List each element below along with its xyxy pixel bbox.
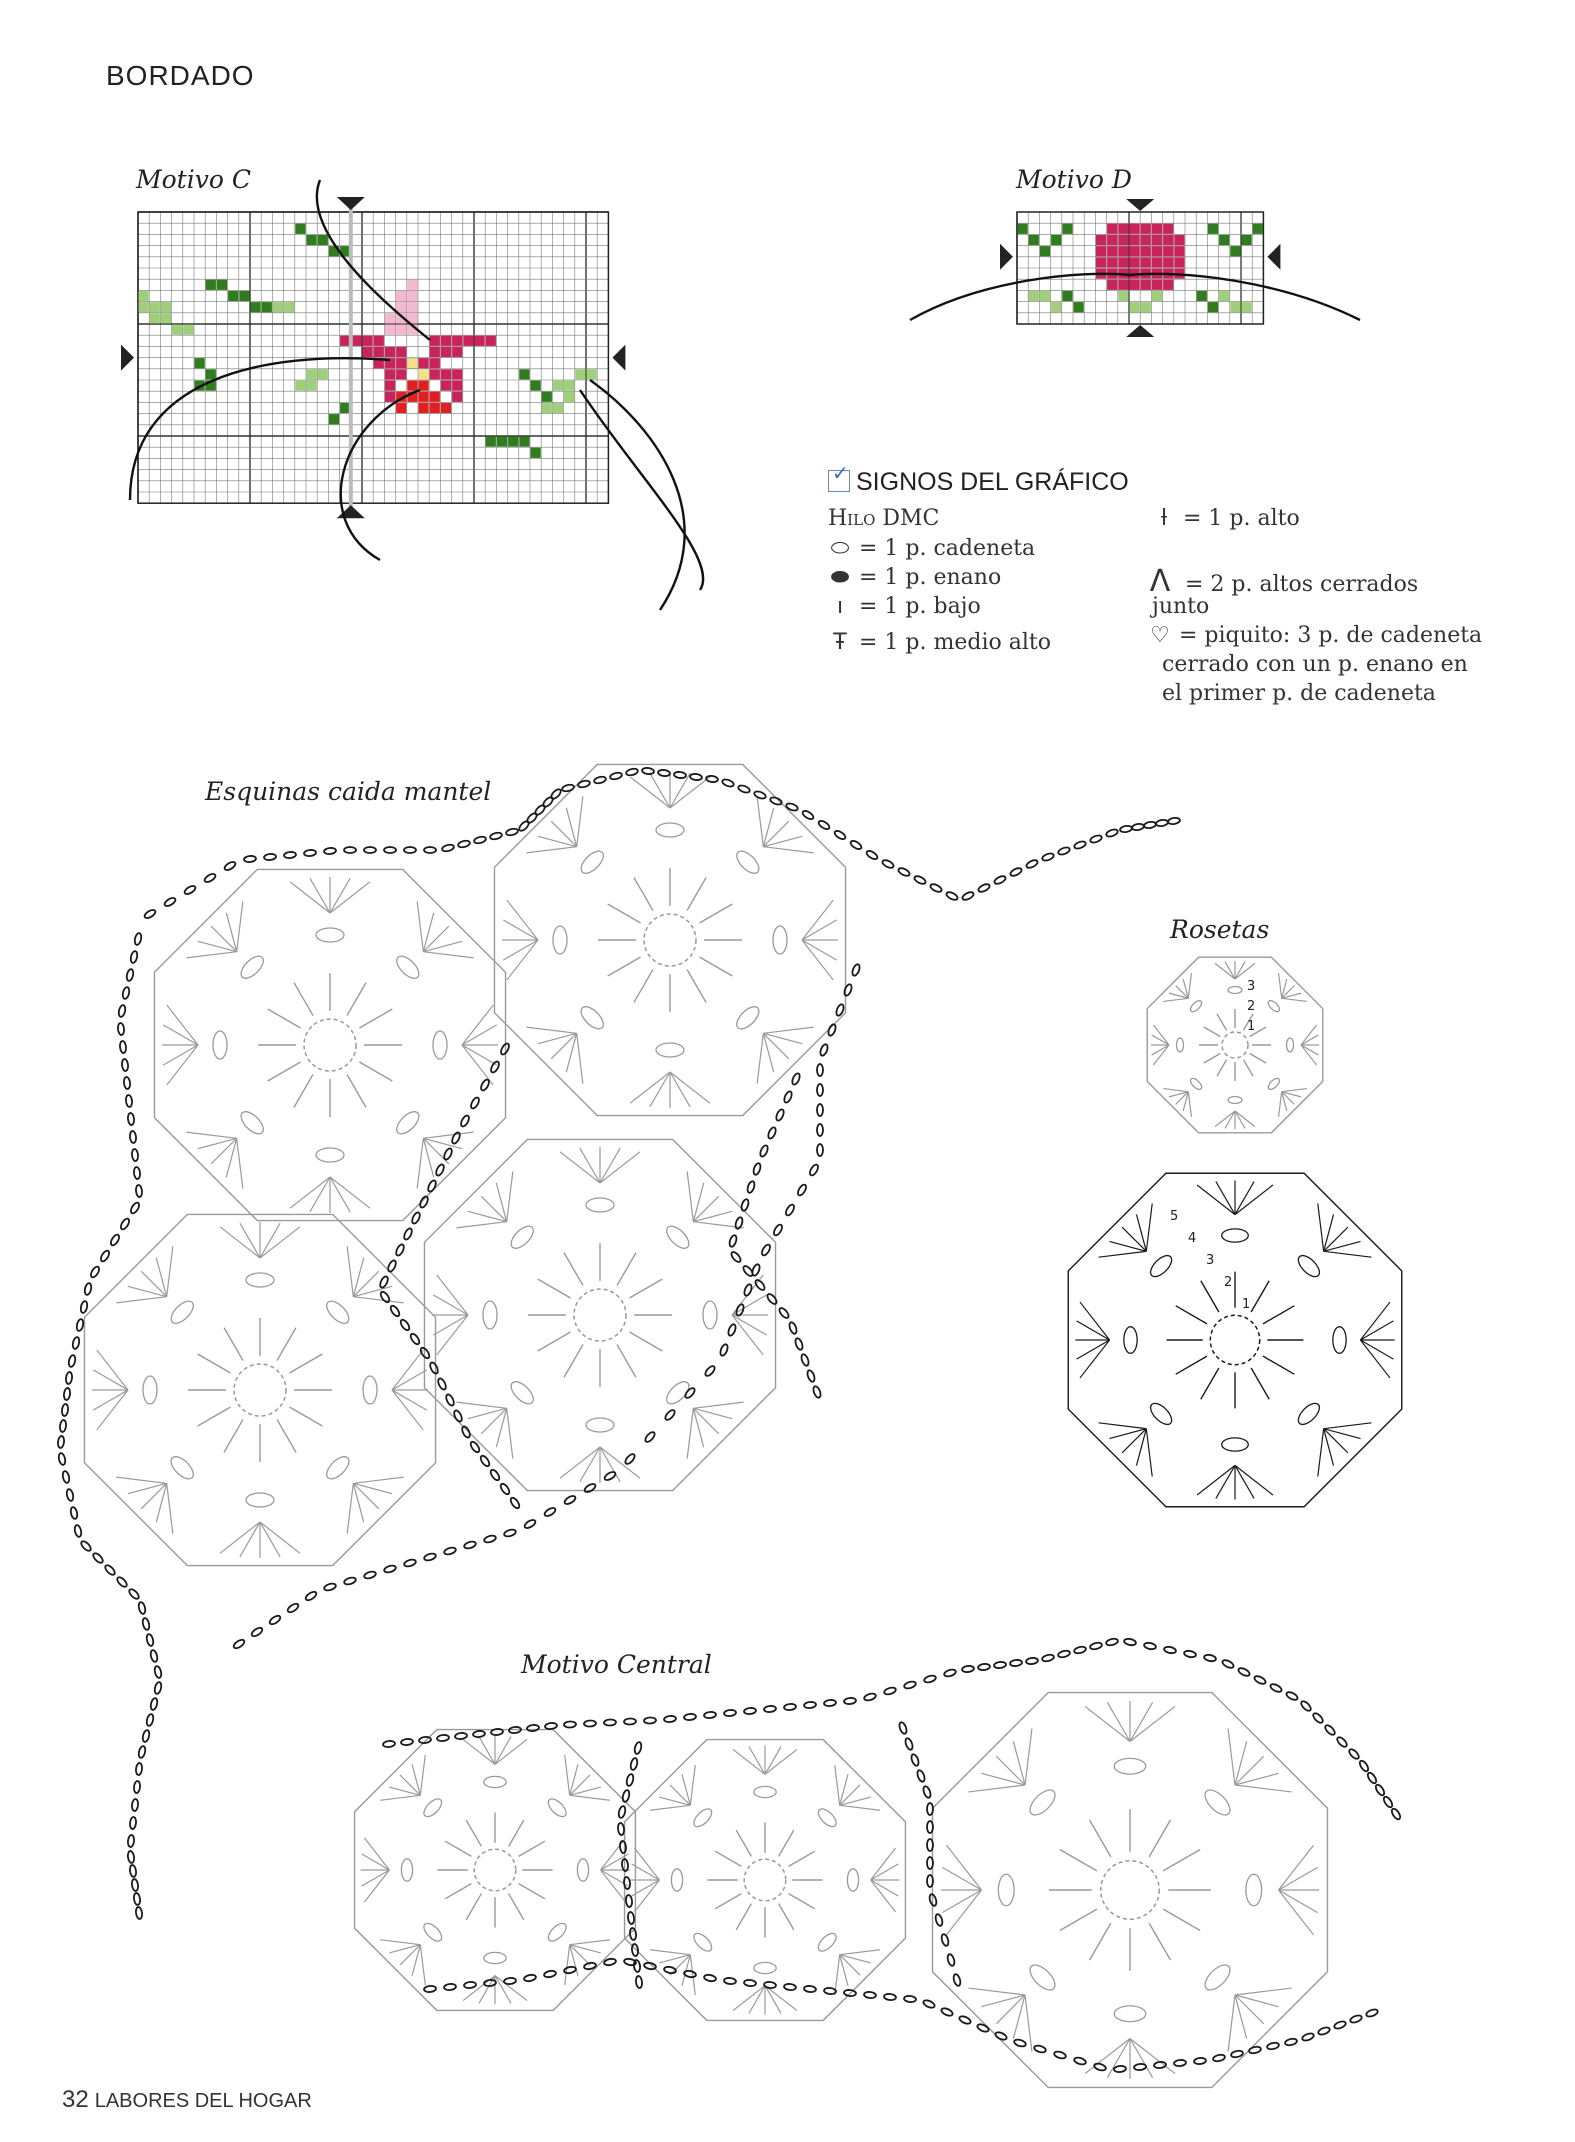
motif-c-label: Motivo C bbox=[136, 165, 251, 194]
flower-stitch bbox=[452, 369, 462, 379]
leaf-stitch bbox=[307, 381, 317, 391]
page-number: 32 bbox=[62, 2086, 89, 2113]
leaf-stitch bbox=[519, 437, 529, 447]
leaf-stitch bbox=[1130, 302, 1140, 312]
corner-medallion bbox=[84, 1214, 435, 1565]
leaf-stitch bbox=[1219, 291, 1229, 301]
small-rosette bbox=[1147, 957, 1323, 1133]
rosettes-label: Rosetas bbox=[1170, 915, 1270, 944]
petal-stitch bbox=[430, 403, 440, 413]
center-marker bbox=[121, 345, 134, 371]
leaf-stitch bbox=[1219, 235, 1229, 245]
flower-stitch bbox=[1096, 246, 1106, 256]
leaf-stitch bbox=[587, 369, 597, 379]
leaf-stitch bbox=[1074, 302, 1084, 312]
round-number: 3 bbox=[1247, 979, 1256, 994]
legend-title: SIGNOS DEL GRÁFICO bbox=[856, 468, 1129, 496]
leaf-stitch bbox=[139, 291, 149, 301]
flower-stitch bbox=[374, 336, 384, 346]
motif-c-grid bbox=[121, 180, 703, 610]
flower-stitch bbox=[351, 336, 361, 346]
flower-stitch bbox=[452, 336, 462, 346]
leaf-stitch bbox=[161, 302, 171, 312]
thread-brand: DMC bbox=[882, 506, 940, 531]
central-label: Motivo Central bbox=[521, 1650, 712, 1679]
flower-stitch bbox=[441, 381, 451, 391]
flower-stitch bbox=[463, 336, 473, 346]
thread-prefix: Hilo bbox=[828, 506, 876, 531]
center-stitch bbox=[419, 369, 429, 379]
leaf-stitch bbox=[172, 325, 182, 335]
petal-stitch bbox=[419, 392, 429, 402]
flower-stitch bbox=[1163, 280, 1173, 290]
leaf-stitch bbox=[217, 280, 227, 290]
legend-item-single: ı = 1 p. bajo bbox=[828, 594, 981, 619]
half-double-icon: Ŧ bbox=[833, 630, 847, 655]
leaf-stitch bbox=[262, 302, 272, 312]
leaf-stitch bbox=[531, 448, 541, 458]
leaf-stitch bbox=[1118, 291, 1128, 301]
flower-stitch bbox=[385, 392, 395, 402]
flower-stitch bbox=[441, 347, 451, 357]
round-number: 3 bbox=[1206, 1253, 1215, 1268]
flower-stitch bbox=[1107, 280, 1117, 290]
leaf-stitch bbox=[150, 313, 160, 323]
leaf-stitch bbox=[508, 437, 518, 447]
leaf-stitch bbox=[1062, 291, 1072, 301]
leaf-stitch bbox=[195, 358, 205, 368]
flower-stitch bbox=[430, 347, 440, 357]
flower-stitch bbox=[1096, 257, 1106, 267]
legend-item-double: ƚ = 1 p. alto bbox=[1152, 506, 1300, 531]
petal-stitch bbox=[407, 381, 417, 391]
leaf-stitch bbox=[553, 381, 563, 391]
leaf-stitch bbox=[1018, 224, 1028, 234]
round-number: 1 bbox=[1242, 1297, 1251, 1312]
flower-stitch bbox=[430, 358, 440, 368]
double-crochet-icon: ƚ bbox=[1160, 506, 1168, 531]
center-marker bbox=[1126, 199, 1154, 211]
stitch-legend: ✓ SIGNOS DEL GRÁFICO Hilo DMC ⬭ = 1 p. cadeneta ⬬ = 1 p. enano ı = 1 p. bajo Ŧ = 1 p. medio alto ƚ = 1 p. alto Ʌ = 2 p. altos cerrados junto ♡ = piquito: 3 p. de cadeneta cerrado con un p. enano en el primer p. de cadeneta bbox=[828, 461, 1483, 706]
flower-stitch bbox=[419, 358, 429, 368]
flower-stitch bbox=[1107, 235, 1117, 245]
stem-line bbox=[580, 390, 703, 590]
rosette-diagram bbox=[1068, 957, 1402, 1507]
flower-stitch bbox=[363, 347, 373, 357]
leaf-stitch bbox=[295, 381, 305, 391]
leaf-stitch bbox=[329, 414, 339, 424]
leaf-stitch bbox=[497, 437, 507, 447]
bud-stitch bbox=[407, 291, 417, 301]
motif-d-grid bbox=[910, 199, 1360, 337]
leaf-stitch bbox=[575, 369, 585, 379]
corner-edge bbox=[57, 932, 162, 1919]
leaf-stitch bbox=[284, 302, 294, 312]
central-medallion bbox=[625, 1740, 906, 2021]
petal-stitch bbox=[419, 403, 429, 413]
flower-stitch bbox=[1130, 224, 1140, 234]
dc2tog-icon: Ʌ bbox=[1149, 564, 1171, 599]
leaf-stitch bbox=[251, 302, 261, 312]
leaf-stitch bbox=[206, 280, 216, 290]
central-edge bbox=[424, 1958, 1379, 2073]
leaf-stitch bbox=[564, 392, 574, 402]
round-number: 1 bbox=[1247, 1019, 1256, 1034]
flower-stitch bbox=[1118, 224, 1128, 234]
flower-stitch bbox=[1152, 280, 1162, 290]
petal-stitch bbox=[430, 392, 440, 402]
picot-icon: ♡ bbox=[1150, 623, 1170, 648]
corner-join bbox=[379, 1042, 521, 1509]
leaf-stitch bbox=[1208, 302, 1218, 312]
round-number: 4 bbox=[1188, 1231, 1197, 1246]
center-marker bbox=[612, 345, 625, 371]
leaf-stitch bbox=[150, 302, 160, 312]
large-rosette bbox=[1068, 1173, 1402, 1507]
stem-line bbox=[590, 380, 685, 610]
flower-stitch bbox=[441, 336, 451, 346]
leaf-stitch bbox=[542, 403, 552, 413]
flower-stitch bbox=[385, 369, 395, 379]
flower-stitch bbox=[396, 358, 406, 368]
flower-stitch bbox=[1163, 246, 1173, 256]
petal-stitch bbox=[419, 381, 429, 391]
flower-stitch bbox=[1096, 235, 1106, 245]
legend-item-slip: ⬬ = 1 p. enano bbox=[828, 565, 1001, 590]
flower-stitch bbox=[430, 369, 440, 379]
bud-stitch bbox=[407, 302, 417, 312]
flower-stitch bbox=[1130, 280, 1140, 290]
petal-stitch bbox=[441, 403, 451, 413]
central-join bbox=[898, 1721, 962, 1986]
legend-item-half-double: Ŧ = 1 p. medio alto bbox=[828, 630, 1051, 655]
leaf-stitch bbox=[340, 403, 350, 413]
leaf-stitch bbox=[206, 369, 216, 379]
flower-stitch bbox=[475, 336, 485, 346]
flower-stitch bbox=[1141, 257, 1151, 267]
leaf-stitch bbox=[161, 313, 171, 323]
flower-stitch bbox=[1130, 246, 1140, 256]
flower-stitch bbox=[1130, 257, 1140, 267]
flower-stitch bbox=[363, 336, 373, 346]
flower-stitch bbox=[452, 381, 462, 391]
flower-stitch bbox=[1141, 280, 1151, 290]
central-join bbox=[617, 1741, 642, 1988]
slip-stitch-icon: ⬬ bbox=[830, 565, 850, 590]
legend-item-picot: ♡ = piquito: 3 p. de cadeneta bbox=[1148, 623, 1482, 648]
center-stitch bbox=[407, 358, 417, 368]
bud-stitch bbox=[396, 302, 406, 312]
flower-stitch bbox=[1107, 246, 1117, 256]
flower-stitch bbox=[1163, 235, 1173, 245]
corner-diagram bbox=[57, 764, 1180, 1919]
flower-stitch bbox=[1107, 257, 1117, 267]
leaf-stitch bbox=[564, 381, 574, 391]
leaf-stitch bbox=[1062, 224, 1072, 234]
corner-medallion bbox=[154, 869, 505, 1220]
flower-stitch bbox=[385, 381, 395, 391]
leaf-stitch bbox=[139, 302, 149, 312]
leaf-stitch bbox=[1029, 291, 1039, 301]
flower-stitch bbox=[1118, 235, 1128, 245]
center-marker bbox=[1000, 244, 1013, 270]
flower-stitch bbox=[452, 347, 462, 357]
bud-stitch bbox=[407, 280, 417, 290]
flower-stitch bbox=[430, 336, 440, 346]
leaf-stitch bbox=[228, 291, 238, 301]
leaf-stitch bbox=[1230, 246, 1240, 256]
motif-d-label: Motivo D bbox=[1016, 165, 1132, 194]
central-medallion bbox=[933, 1693, 1328, 2088]
leaf-stitch bbox=[307, 369, 317, 379]
leaf-stitch bbox=[542, 392, 552, 402]
leaf-stitch bbox=[1051, 302, 1061, 312]
leaf-stitch bbox=[1242, 235, 1252, 245]
leaf-stitch bbox=[295, 224, 305, 234]
bud-stitch bbox=[385, 313, 395, 323]
flower-stitch bbox=[1163, 257, 1173, 267]
flower-stitch bbox=[1141, 235, 1151, 245]
central-diagram bbox=[355, 1638, 1402, 2088]
page-footer bbox=[62, 2086, 312, 2114]
round-number: 5 bbox=[1170, 1209, 1179, 1224]
flower-stitch bbox=[1130, 235, 1140, 245]
leaf-stitch bbox=[531, 381, 541, 391]
leaf-stitch bbox=[519, 369, 529, 379]
flower-stitch bbox=[396, 369, 406, 379]
leaf-stitch bbox=[1197, 291, 1207, 301]
flower-stitch bbox=[1141, 224, 1151, 234]
flower-stitch bbox=[1118, 246, 1128, 256]
flower-stitch bbox=[374, 347, 384, 357]
flower-stitch bbox=[1152, 224, 1162, 234]
flower-stitch bbox=[340, 336, 350, 346]
single-crochet-icon: ı bbox=[836, 594, 844, 619]
leaf-stitch bbox=[1208, 224, 1218, 234]
flower-stitch bbox=[486, 336, 496, 346]
leaf-stitch bbox=[1230, 302, 1240, 312]
flower-stitch bbox=[1174, 246, 1184, 256]
flower-stitch bbox=[1107, 224, 1117, 234]
flower-stitch bbox=[1118, 257, 1128, 267]
flower-stitch bbox=[1152, 235, 1162, 245]
flower-stitch bbox=[1174, 235, 1184, 245]
center-marker bbox=[1126, 325, 1154, 337]
leaf-stitch bbox=[1152, 291, 1162, 301]
corner-medallion bbox=[494, 764, 845, 1115]
center-marker bbox=[1267, 244, 1280, 270]
flower-stitch bbox=[441, 369, 451, 379]
flower-stitch bbox=[1152, 257, 1162, 267]
leaf-stitch bbox=[1040, 291, 1050, 301]
leaf-stitch bbox=[553, 403, 563, 413]
flower-stitch bbox=[452, 392, 462, 402]
leaf-stitch bbox=[1141, 302, 1151, 312]
leaf-stitch bbox=[1051, 235, 1061, 245]
flower-stitch bbox=[396, 347, 406, 357]
round-number: 2 bbox=[1247, 999, 1256, 1014]
bud-stitch bbox=[385, 325, 395, 335]
leaf-stitch bbox=[1040, 246, 1050, 256]
round-number: 2 bbox=[1224, 1275, 1233, 1290]
flower-stitch bbox=[1141, 246, 1151, 256]
bud-stitch bbox=[396, 291, 406, 301]
legend-item-chain: ⬭ = 1 p. cadeneta bbox=[828, 536, 1035, 561]
flower-stitch bbox=[385, 347, 395, 357]
flower-stitch bbox=[1174, 257, 1184, 267]
leaf-stitch bbox=[1029, 235, 1039, 245]
leaf-stitch bbox=[307, 235, 317, 245]
corners-label: Esquinas caida mantel bbox=[205, 777, 492, 806]
leaf-stitch bbox=[239, 291, 249, 301]
leaf-stitch bbox=[318, 369, 328, 379]
legend-item-dc2tog: Ʌ = 2 p. altos cerrados bbox=[1149, 564, 1419, 599]
leaf-stitch bbox=[183, 325, 193, 335]
flower-stitch bbox=[1152, 246, 1162, 256]
leaf-stitch bbox=[273, 302, 283, 312]
leaf-stitch bbox=[1253, 224, 1263, 234]
section-title: BORDADO bbox=[106, 60, 255, 91]
magazine-name: LABORES DEL HOGAR bbox=[94, 2090, 312, 2112]
checkbox-icon: ✓ bbox=[828, 470, 850, 492]
center-marker bbox=[337, 197, 365, 210]
bud-stitch bbox=[396, 325, 406, 335]
leaf-stitch bbox=[1242, 302, 1252, 312]
flower-stitch bbox=[1118, 280, 1128, 290]
leaf-stitch bbox=[486, 437, 496, 447]
chain-icon: ⬭ bbox=[830, 536, 850, 561]
leaf-stitch bbox=[318, 235, 328, 245]
flower-stitch bbox=[1163, 224, 1173, 234]
petal-stitch bbox=[396, 403, 406, 413]
corner-medallion bbox=[424, 1139, 775, 1490]
